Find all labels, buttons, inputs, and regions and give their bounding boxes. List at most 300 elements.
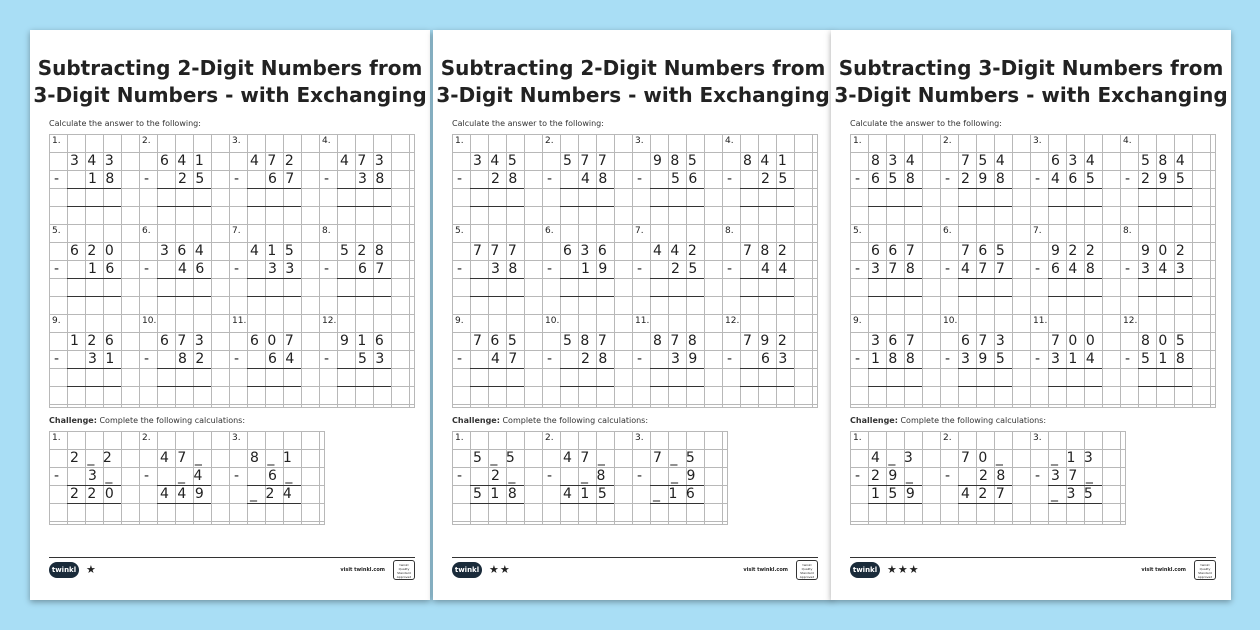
difficulty-stars: ★★ — [489, 563, 511, 576]
answer-line-top — [958, 278, 1012, 279]
answer-line-bottom — [247, 206, 301, 207]
instruction-text: Calculate the answer to the following: — [452, 119, 604, 128]
minus-sign: - — [945, 171, 951, 187]
minuend: 343 — [70, 153, 123, 169]
minus-sign: - — [547, 261, 553, 277]
subtrahend: 53 — [358, 351, 393, 367]
challenge-problem-1 — [49, 431, 139, 521]
minus-sign: - — [234, 351, 240, 367]
problem-number: 4. — [725, 136, 734, 146]
challenge-grid — [850, 431, 1126, 525]
minus-sign: - — [457, 468, 463, 484]
subtrahend: 6_ — [268, 468, 301, 484]
result: _35 — [1051, 486, 1102, 502]
subtrahend: 38 — [358, 171, 393, 187]
result: _24 — [250, 486, 301, 502]
answer-line-top — [560, 368, 614, 369]
answer-line-bottom — [560, 386, 614, 387]
subtrahend: 648 — [1051, 261, 1104, 277]
subtrahend: 16 — [88, 261, 123, 277]
minus-sign: - — [1125, 351, 1131, 367]
challenge-label: Challenge: — [850, 416, 898, 425]
problem-4 — [1120, 134, 1210, 224]
minus-sign: - — [637, 351, 643, 367]
minuend: 2_2 — [70, 450, 121, 466]
answer-line-bottom — [868, 386, 922, 387]
subtrahend: 64 — [268, 351, 303, 367]
challenge-problem-2 — [139, 431, 229, 521]
answer-line-top — [958, 368, 1012, 369]
minuend: 607 — [250, 333, 303, 349]
problem-number: 6. — [943, 226, 952, 236]
challenge-grid — [452, 431, 728, 525]
subtrahend: 28 — [491, 171, 526, 187]
minus-sign: - — [234, 261, 240, 277]
problem-number: 4. — [1123, 136, 1132, 146]
minus-sign: - — [234, 171, 240, 187]
answer-line-top — [740, 368, 794, 369]
answer-line-bottom — [868, 206, 922, 207]
subtrahend: 82 — [178, 351, 213, 367]
subtrahend: 314 — [1051, 351, 1104, 367]
answer-line-bottom — [868, 296, 922, 297]
minuend: 5_5 — [473, 450, 524, 466]
worksheet-1 — [30, 30, 430, 600]
problem-number: 3. — [1033, 433, 1042, 443]
minuend: 834 — [871, 153, 924, 169]
minuend: 777 — [473, 243, 526, 259]
problem-grid — [49, 134, 415, 408]
subtrahend: 29_ — [871, 468, 922, 484]
result: _16 — [653, 486, 704, 502]
problem-2 — [139, 134, 229, 224]
minus-sign: - — [1035, 351, 1041, 367]
problem-number: 5. — [52, 226, 61, 236]
problem-5 — [850, 224, 940, 314]
problem-7 — [229, 224, 319, 314]
title-line-1: Subtracting 3-Digit Numbers from — [838, 56, 1224, 80]
answer-line-top — [650, 368, 704, 369]
answer-line-bottom — [1048, 386, 1102, 387]
minuend: 4_3 — [871, 450, 922, 466]
problem-2 — [940, 134, 1030, 224]
problem-11 — [632, 314, 722, 404]
subtrahend: 67 — [358, 261, 393, 277]
problem-number: 7. — [1033, 226, 1042, 236]
subtrahend: 2_ — [491, 468, 524, 484]
challenge-instruction: Complete the following calculations: — [897, 416, 1047, 425]
title-line-1: Subtracting 2-Digit Numbers from — [37, 56, 423, 80]
problem-number: 8. — [322, 226, 331, 236]
minus-sign: - — [324, 261, 330, 277]
answer-line-bottom — [337, 296, 391, 297]
subtrahend: 46 — [178, 261, 213, 277]
problem-grid — [850, 134, 1216, 408]
problem-number: 2. — [545, 433, 554, 443]
subtrahend: 19 — [581, 261, 616, 277]
minuend: 577 — [563, 153, 616, 169]
minus-sign: - — [547, 171, 553, 187]
problem-number: 3. — [1033, 136, 1042, 146]
problem-number: 1. — [52, 433, 61, 443]
minuend: 765 — [961, 243, 1014, 259]
subtrahend: 343 — [1141, 261, 1194, 277]
problem-6 — [139, 224, 229, 314]
problem-number: 2. — [142, 433, 151, 443]
answer-line-top — [1048, 368, 1102, 369]
answer-line-bottom — [337, 386, 391, 387]
subtrahend: 378 — [871, 261, 924, 277]
challenge-heading — [452, 416, 648, 425]
minus-sign: - — [855, 261, 861, 277]
answer-line-bottom — [247, 503, 301, 504]
answer-line-top — [337, 368, 391, 369]
problem-grid — [452, 134, 818, 408]
problem-number: 1. — [52, 136, 61, 146]
problem-12 — [722, 314, 812, 404]
problem-number: 10. — [943, 316, 958, 326]
minuend: 7_5 — [653, 450, 704, 466]
answer-line-top — [650, 188, 704, 189]
worksheet-title — [433, 55, 833, 109]
problem-9 — [850, 314, 940, 404]
footer-divider — [49, 557, 415, 558]
instruction-text: Calculate the answer to the following: — [49, 119, 201, 128]
problem-number: 3. — [232, 433, 241, 443]
answer-line-bottom — [1048, 503, 1102, 504]
minus-sign: - — [144, 468, 150, 484]
difficulty-stars: ★★★ — [887, 563, 920, 576]
minuend: 673 — [160, 333, 213, 349]
problem-number: 7. — [635, 226, 644, 236]
minuend: 528 — [340, 243, 393, 259]
problem-number: 10. — [142, 316, 157, 326]
minus-sign: - — [855, 468, 861, 484]
worksheet-3 — [831, 30, 1231, 600]
problem-number: 3. — [232, 136, 241, 146]
answer-line-bottom — [1138, 386, 1192, 387]
answer-line-top — [1138, 278, 1192, 279]
problem-7 — [1030, 224, 1120, 314]
answer-line-bottom — [650, 296, 704, 297]
minuend: 922 — [1051, 243, 1104, 259]
answer-line-top — [868, 278, 922, 279]
subtrahend: 25 — [178, 171, 213, 187]
problem-number: 12. — [322, 316, 337, 326]
subtrahend: _4 — [178, 468, 211, 484]
minuend: 700 — [1051, 333, 1104, 349]
problem-number: 9. — [455, 316, 464, 326]
answer-line-bottom — [650, 206, 704, 207]
minuend: 47_ — [563, 450, 614, 466]
problem-number: 2. — [943, 433, 952, 443]
answer-line-top — [470, 278, 524, 279]
challenge-label: Challenge: — [452, 416, 500, 425]
visit-link[interactable]: visit twinkl.com — [340, 567, 385, 573]
minus-sign: - — [945, 351, 951, 367]
answer-line-top — [157, 368, 211, 369]
quality-badge-icon: twinkl Quality Standard Approved — [796, 560, 818, 580]
twinkl-logo-icon: twinkl — [850, 562, 880, 578]
minuend: 345 — [473, 153, 526, 169]
answer-line-bottom — [67, 206, 121, 207]
problem-9 — [452, 314, 542, 404]
problem-1 — [850, 134, 940, 224]
minuend: 985 — [653, 153, 706, 169]
answer-line-bottom — [157, 296, 211, 297]
problem-12 — [319, 314, 409, 404]
problem-11 — [229, 314, 319, 404]
answer-line-top — [958, 188, 1012, 189]
minuend: 782 — [743, 243, 796, 259]
problem-number: 12. — [725, 316, 740, 326]
minus-sign: - — [855, 351, 861, 367]
answer-line-top — [337, 188, 391, 189]
subtrahend: 188 — [871, 351, 924, 367]
problem-number: 4. — [322, 136, 331, 146]
minus-sign: - — [457, 351, 463, 367]
minuend: 754 — [961, 153, 1014, 169]
subtrahend: 395 — [961, 351, 1014, 367]
problem-number: 8. — [725, 226, 734, 236]
problem-2 — [542, 134, 632, 224]
instruction-text: Calculate the answer to the following: — [850, 119, 1002, 128]
answer-line-bottom — [1048, 206, 1102, 207]
challenge-label: Challenge: — [49, 416, 97, 425]
problem-11 — [1030, 314, 1120, 404]
answer-line-top — [1138, 368, 1192, 369]
result: 415 — [563, 486, 616, 502]
minus-sign: - — [637, 468, 643, 484]
subtrahend: 25 — [761, 171, 796, 187]
problem-4 — [319, 134, 409, 224]
challenge-heading — [850, 416, 1046, 425]
problem-number: 8. — [1123, 226, 1132, 236]
answer-line-bottom — [958, 386, 1012, 387]
minus-sign: - — [144, 171, 150, 187]
result: 159 — [871, 486, 924, 502]
answer-line-top — [470, 368, 524, 369]
answer-line-bottom — [1138, 206, 1192, 207]
problem-4 — [722, 134, 812, 224]
answer-line-top — [868, 368, 922, 369]
answer-line-bottom — [1138, 296, 1192, 297]
subtrahend: 47 — [491, 351, 526, 367]
minuend: 473 — [340, 153, 393, 169]
footer-divider — [850, 557, 1216, 558]
minus-sign: - — [234, 468, 240, 484]
subtrahend: 48 — [581, 171, 616, 187]
problem-6 — [940, 224, 1030, 314]
minuend: 673 — [961, 333, 1014, 349]
problem-number: 6. — [142, 226, 151, 236]
answer-line-bottom — [247, 296, 301, 297]
minuend: 805 — [1141, 333, 1194, 349]
answer-line-bottom — [470, 503, 524, 504]
minus-sign: - — [324, 171, 330, 187]
result: 427 — [961, 486, 1014, 502]
minuend: 841 — [743, 153, 796, 169]
minuend: 8_1 — [250, 450, 301, 466]
answer-line-bottom — [560, 206, 614, 207]
subtrahend: _8 — [581, 468, 614, 484]
answer-line-top — [560, 278, 614, 279]
answer-line-bottom — [67, 296, 121, 297]
problem-number: 1. — [455, 136, 464, 146]
problem-10 — [940, 314, 1030, 404]
minus-sign: - — [54, 351, 60, 367]
minuend: 126 — [70, 333, 123, 349]
problem-number: 3. — [635, 433, 644, 443]
problem-number: 5. — [853, 226, 862, 236]
worksheet-title — [30, 55, 430, 109]
minuend: 878 — [653, 333, 706, 349]
answer-line-top — [247, 278, 301, 279]
answer-line-top — [157, 278, 211, 279]
minuend: 916 — [340, 333, 393, 349]
minus-sign: - — [637, 171, 643, 187]
problem-3 — [1030, 134, 1120, 224]
answer-line-bottom — [560, 503, 614, 504]
subtrahend: 298 — [961, 171, 1014, 187]
minuend: 367 — [871, 333, 924, 349]
answer-line-bottom — [470, 296, 524, 297]
minus-sign: - — [855, 171, 861, 187]
problem-number: 2. — [943, 136, 952, 146]
problem-3 — [632, 134, 722, 224]
challenge-instruction: Complete the following calculations: — [96, 416, 246, 425]
minus-sign: - — [1035, 171, 1041, 187]
problem-number: 2. — [142, 136, 151, 146]
problem-3 — [229, 134, 319, 224]
problem-12 — [1120, 314, 1210, 404]
challenge-problem-1 — [452, 431, 542, 521]
answer-line-top — [740, 278, 794, 279]
answer-line-top — [1048, 278, 1102, 279]
answer-line-bottom — [157, 386, 211, 387]
minus-sign: - — [144, 351, 150, 367]
problem-number: 9. — [52, 316, 61, 326]
minuend: 902 — [1141, 243, 1194, 259]
subtrahend: 56 — [671, 171, 706, 187]
minuend: 442 — [653, 243, 706, 259]
answer-line-top — [337, 278, 391, 279]
minus-sign: - — [547, 468, 553, 484]
problem-number: 1. — [853, 136, 862, 146]
problem-number: 10. — [545, 316, 560, 326]
minus-sign: - — [54, 171, 60, 187]
answer-line-bottom — [337, 206, 391, 207]
problem-9 — [49, 314, 139, 404]
minus-sign: - — [1125, 171, 1131, 187]
subtrahend: 3_ — [88, 468, 121, 484]
minus-sign: - — [457, 261, 463, 277]
subtrahend: 518 — [1141, 351, 1194, 367]
subtrahend: 37_ — [1051, 468, 1102, 484]
visit-link[interactable]: visit twinkl.com — [743, 567, 788, 573]
challenge-heading — [49, 416, 245, 425]
minuend: 636 — [563, 243, 616, 259]
subtrahend: 63 — [761, 351, 796, 367]
challenge-problem-2 — [542, 431, 632, 521]
minuend: 47_ — [160, 450, 211, 466]
difficulty-stars: ★ — [86, 563, 97, 576]
problem-10 — [542, 314, 632, 404]
answer-line-top — [67, 188, 121, 189]
quality-badge-icon: twinkl Quality Standard Approved — [393, 560, 415, 580]
answer-line-bottom — [157, 503, 211, 504]
minus-sign: - — [54, 261, 60, 277]
minus-sign: - — [1125, 261, 1131, 277]
answer-line-bottom — [67, 503, 121, 504]
minus-sign: - — [1035, 261, 1041, 277]
answer-line-top — [560, 188, 614, 189]
minus-sign: - — [54, 468, 60, 484]
minus-sign: - — [144, 261, 150, 277]
problem-number: 6. — [545, 226, 554, 236]
problem-number: 2. — [545, 136, 554, 146]
answer-line-bottom — [470, 206, 524, 207]
answer-line-bottom — [958, 503, 1012, 504]
problem-8 — [722, 224, 812, 314]
challenge-grid — [49, 431, 325, 525]
answer-line-bottom — [958, 296, 1012, 297]
minus-sign: - — [727, 171, 733, 187]
answer-line-bottom — [157, 206, 211, 207]
minuend: 472 — [250, 153, 303, 169]
subtrahend: 477 — [961, 261, 1014, 277]
minuend: 364 — [160, 243, 213, 259]
problem-number: 1. — [455, 433, 464, 443]
visit-link[interactable]: visit twinkl.com — [1141, 567, 1186, 573]
minuend: 667 — [871, 243, 924, 259]
answer-line-top — [1138, 188, 1192, 189]
answer-line-bottom — [67, 386, 121, 387]
subtrahend: 295 — [1141, 171, 1194, 187]
subtrahend: 18 — [88, 171, 123, 187]
minuend: 792 — [743, 333, 796, 349]
problem-number: 11. — [1033, 316, 1048, 326]
problem-number: 9. — [853, 316, 862, 326]
answer-line-bottom — [868, 503, 922, 504]
problem-8 — [319, 224, 409, 314]
minus-sign: - — [727, 351, 733, 367]
minus-sign: - — [637, 261, 643, 277]
answer-line-bottom — [650, 386, 704, 387]
challenge-instruction: Complete the following calculations: — [499, 416, 649, 425]
problem-7 — [632, 224, 722, 314]
answer-line-top — [247, 188, 301, 189]
twinkl-logo-icon: twinkl — [452, 562, 482, 578]
answer-line-bottom — [958, 206, 1012, 207]
minuend: 641 — [160, 153, 213, 169]
answer-line-top — [67, 368, 121, 369]
quality-badge-icon: twinkl Quality Standard Approved — [1194, 560, 1216, 580]
minus-sign: - — [547, 351, 553, 367]
subtrahend: 658 — [871, 171, 924, 187]
result: 518 — [473, 486, 526, 502]
twinkl-logo-icon: twinkl — [49, 562, 79, 578]
minuend: 765 — [473, 333, 526, 349]
minuend: 415 — [250, 243, 303, 259]
challenge-problem-1 — [850, 431, 940, 521]
problem-1 — [49, 134, 139, 224]
minuend: 620 — [70, 243, 123, 259]
problem-number: 11. — [232, 316, 247, 326]
subtrahend: 67 — [268, 171, 303, 187]
subtrahend: _9 — [671, 468, 704, 484]
challenge-problem-3 — [1030, 431, 1120, 521]
